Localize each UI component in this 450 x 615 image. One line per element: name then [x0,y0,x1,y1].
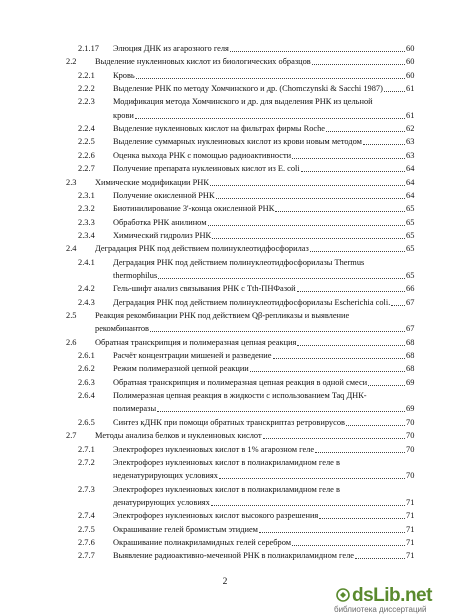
toc-entry[interactable] [0,485,450,512]
toc-entry-title: Методы анализа белков и нуклеиновых кислот [95,431,262,441]
toc-entry-title: Выделение нуклеиновых кислот из биологических образцов [95,57,311,67]
toc-entry-number: 2.3.3 [78,217,95,227]
toc-entry-title: Выделение нуклеиновых кислот на фильтрах фирмы Roche [113,124,326,134]
toc-entry-number: 2.5 [66,311,77,320]
toc-entry-page: 60 [406,44,415,53]
toc-entry[interactable] [0,164,450,177]
toc-entry-page: 65 [406,270,415,280]
toc-entry-page: 64 [406,177,415,187]
dot-leader [208,218,405,226]
toc-entry[interactable] [0,178,450,191]
toc-entry-number: 2.4 [66,244,77,254]
toc-entry-title: Гель-шифт анализ связывания РНК с Tth-ПНФазой [113,284,296,294]
toc-entry-title: Выделение суммарных нуклеиновых кислот из крови новым методом [113,137,362,147]
dot-leader [319,511,405,519]
toc-entry[interactable] [0,151,450,164]
toc-entry[interactable] [0,431,450,444]
toc-entry-page: 71 [406,524,415,534]
dot-leader [157,404,405,412]
toc-entry[interactable] [0,311,450,338]
toc-entry-page: 69 [406,404,415,414]
dot-leader [150,324,405,332]
toc-entry-title: Кровь [113,70,135,80]
dot-leader [275,204,405,212]
toc-entry-page: 61 [406,110,415,120]
toc-entry-page: 63 [406,137,415,147]
toc-entry[interactable] [0,418,450,431]
toc-entry-page: 70 [406,471,415,481]
toc-entry-number: 2.6.4 [78,391,95,401]
toc-entry-title: Деградация РНК под действием полинуклеотидфосфорилазы Thermus [113,257,365,267]
toc-entry-title: Окрашивание полиакриламидных гелей серебром [113,537,292,547]
toc-entry-number: 2.7.5 [78,524,95,534]
toc-entry-number: 2.6.3 [78,377,95,387]
toc-entry-page: 65 [406,230,415,240]
toc-entry-number: 2.7 [66,431,77,441]
toc-entry-number: 2.3.1 [78,190,95,200]
toc-entry[interactable] [0,258,450,285]
toc-entry[interactable] [0,284,450,297]
toc-entry-number: 2.1.17 [78,44,99,53]
toc-entry[interactable] [0,538,450,551]
dot-leader [355,551,405,559]
toc-entry-title: Электрофорез нуклеиновых кислот в 1% агарозном геле [113,444,315,454]
dot-leader [158,271,405,279]
toc-entry-number: 2.7.6 [78,537,95,547]
toc-entry-title: Режим полимеразной цепной реакции [113,364,249,374]
toc-entry-title: Выделение РНК по методу Хомчинского и др. (Chomczynski & Sacchi 1987) [113,84,383,94]
toc-entry-page: 70 [406,417,415,427]
toc-entry[interactable] [0,204,450,217]
toc-entry-number: 2.2.5 [78,137,95,147]
toc-entry[interactable] [0,137,450,150]
toc-entry[interactable] [0,511,450,524]
toc-entry-page: 69 [406,377,415,387]
dot-leader [259,525,405,533]
toc-entry-title: Окрашивание гелей бромистым этидием [113,524,258,534]
toc-entry[interactable] [0,364,450,377]
dot-leader [250,364,405,372]
toc-entry-number: 2.7.3 [78,484,95,494]
toc-entry[interactable] [0,191,450,204]
toc-entry-page: 66 [406,284,415,294]
watermark-brand: dsLib.net [352,585,432,606]
dot-leader [212,231,405,239]
dot-leader [384,84,405,92]
toc-entry-number: 2.2.3 [78,97,95,107]
toc-entry-title: Модификация метода Хомчинского и др. для выделения РНК из цельной [113,97,373,107]
toc-entry-page: 65 [406,217,415,227]
watermark-subtitle: библиотека диссертаций [334,605,427,614]
toc-entry-number: 2.4.1 [78,257,95,267]
toc-entry[interactable] [0,71,450,84]
toc-entry[interactable] [0,231,450,244]
dot-leader [292,151,405,159]
dot-leader [346,418,405,426]
toc-entry-title: Выявление радиоактивно-меченной РНК в полиакриламидном геле [113,551,355,561]
toc-entry-title: Синтез кДНК при помощи обратных транскриптаз ретровирусов [113,417,345,427]
toc-entry-title: Деградация РНК под действием полинуклеотидфосфорилаз [95,244,309,254]
toc-entry-page: 65 [406,204,415,214]
dot-leader [211,498,405,506]
toc-entry-page: 67 [406,297,415,307]
dot-leader [315,445,405,453]
toc-entry-number: 2.7.1 [78,444,95,454]
toc-entry-number: 2.2.1 [78,70,95,80]
toc-entry[interactable] [0,351,450,364]
dslib-watermark[interactable] [330,585,448,613]
toc-entry[interactable] [0,378,450,391]
dot-leader [391,298,405,306]
dot-leader [216,191,405,199]
toc-entry-number: 2.7.7 [78,551,95,561]
toc-entry-number: 2.3 [66,177,77,187]
toc-entry[interactable] [0,445,450,458]
toc-entry-page: 68 [406,351,415,361]
toc-entry-title: Электрофорез нуклеиновых кислот в полиакриламидном геле в [113,484,340,494]
toc-entry-number: 2.6.2 [78,364,95,374]
toc-entry-page: 71 [406,497,415,507]
dot-leader [210,178,405,186]
toc-entry-page: 64 [406,190,415,200]
toc-entry-title: Электрофорез нуклеиновых кислот в полиакриламидном геле в [113,457,340,467]
toc-entry[interactable] [0,391,450,418]
toc-entry-page: 60 [406,57,415,67]
toc-entry-page: 71 [406,551,415,561]
dslib-logo-icon [336,588,350,602]
toc-entry-number: 2.4.2 [78,284,95,294]
toc-entry-title: Обработка РНК анилином [113,217,207,227]
toc-entry-number: 2.3.4 [78,230,95,240]
toc-entry-title: Оценка выхода РНК с помощью радиоактивности [113,150,292,160]
dot-leader [292,538,405,546]
toc-entry-title: Обратная транскрипция и полимеразная цепная реакция [95,337,297,347]
toc-entry-number: 2.2.4 [78,124,95,134]
toc-entry-page: 68 [406,364,415,374]
toc-entry-number: 2.7.4 [78,511,95,521]
dot-leader [263,431,405,439]
toc-entry-title: Полимеразная цепная реакция в жидкости с использованием Taq ДНК- [113,391,367,401]
toc-entry-title-continued: рекомбинантов [95,324,149,334]
dot-leader [230,44,405,52]
toc-entry-number: 2.4.3 [78,297,95,307]
dot-leader [219,471,405,479]
dot-leader [301,164,405,172]
page-number: 2 [222,577,228,587]
toc-entry-number: 2.2.2 [78,84,95,94]
toc-entry-title: Химический гидролиз РНК [113,230,212,240]
toc-entry-page: 68 [406,337,415,347]
toc-entry-page: 67 [406,324,415,334]
toc-entry-title: Обратная транскрипция и полимеразная цепная реакция в одной смеси [113,377,368,387]
toc-entry-title: Деградация РНК под действием полинуклеотидфосфорилазы Escherichia coli. [113,297,391,307]
toc-entry[interactable] [0,338,450,351]
toc-entry-number: 2.2.7 [78,164,95,174]
toc-entry-title: Элюция ДНК из агарозного геля [113,44,229,53]
toc-entry[interactable] [0,57,450,70]
toc-entry-number: 2.6.1 [78,351,95,361]
toc-entry-page: 71 [406,511,415,521]
dot-leader [363,137,405,145]
toc-entry-title-continued: денатурирующих условиях [113,497,210,507]
toc-entry-page: 65 [406,244,415,254]
toc-entry-page: 70 [406,444,415,454]
toc-entry-title: Расчёт концентрации мишеней и разведение [113,351,272,361]
toc-entry-title: Химические модификации РНК [95,177,209,187]
toc-entry[interactable] [0,458,450,485]
toc-entry-page: 60 [406,70,415,80]
toc-entry[interactable] [0,298,450,311]
toc-entry-title: Получение окисленной РНК [113,190,215,200]
toc-entry[interactable] [0,84,450,97]
toc-entry[interactable] [0,244,450,257]
toc-entry-number: 2.6.5 [78,417,95,427]
toc-entry-title: Реакция рекомбинации РНК под действием Qβ-репликазы и выявление [95,311,350,320]
toc-entry-number: 2.3.2 [78,204,95,214]
dot-leader [312,57,405,65]
toc-entry-title: Электрофорез нуклеиновых кислот высокого разрешения [113,511,319,521]
toc-entry[interactable] [0,551,450,564]
toc-entry[interactable] [0,44,450,57]
toc-entry-page: 63 [406,150,415,160]
toc-entry-page: 64 [406,164,415,174]
toc-entry[interactable] [0,97,450,124]
toc-entry-number: 2.6 [66,337,77,347]
toc-entry-page: 61 [406,84,415,94]
dot-leader [326,124,405,132]
toc-entry-title-continued: thermophilus [113,270,158,280]
toc-entry[interactable] [0,218,450,231]
toc-entry-title: Получение препарата нуклеиновых кислот из E. coli [113,164,300,174]
toc-entry-title: Биотинилирование 3'-конца окисленной РНК [113,204,275,214]
dot-leader [273,351,405,359]
dot-leader [135,111,405,119]
toc-entry-number: 2.2 [66,57,77,67]
dot-leader [368,378,405,386]
toc-entry-title-continued: неденатурирующих условиях [113,471,218,481]
toc-entry-page: 70 [406,431,415,441]
dot-leader [136,71,405,79]
toc-entry-page: 71 [406,537,415,547]
dot-leader [297,284,405,292]
toc-entry[interactable] [0,525,450,538]
toc-entry-number: 2.2.6 [78,150,95,160]
toc-entry-number: 2.7.2 [78,457,95,467]
dot-leader [310,244,405,252]
toc-entry-page: 62 [406,124,415,134]
toc-entry[interactable] [0,124,450,137]
dot-leader [297,338,405,346]
toc-entry-title-continued: крови [113,110,134,120]
toc-entry-title-continued: полимеразы [113,404,157,414]
